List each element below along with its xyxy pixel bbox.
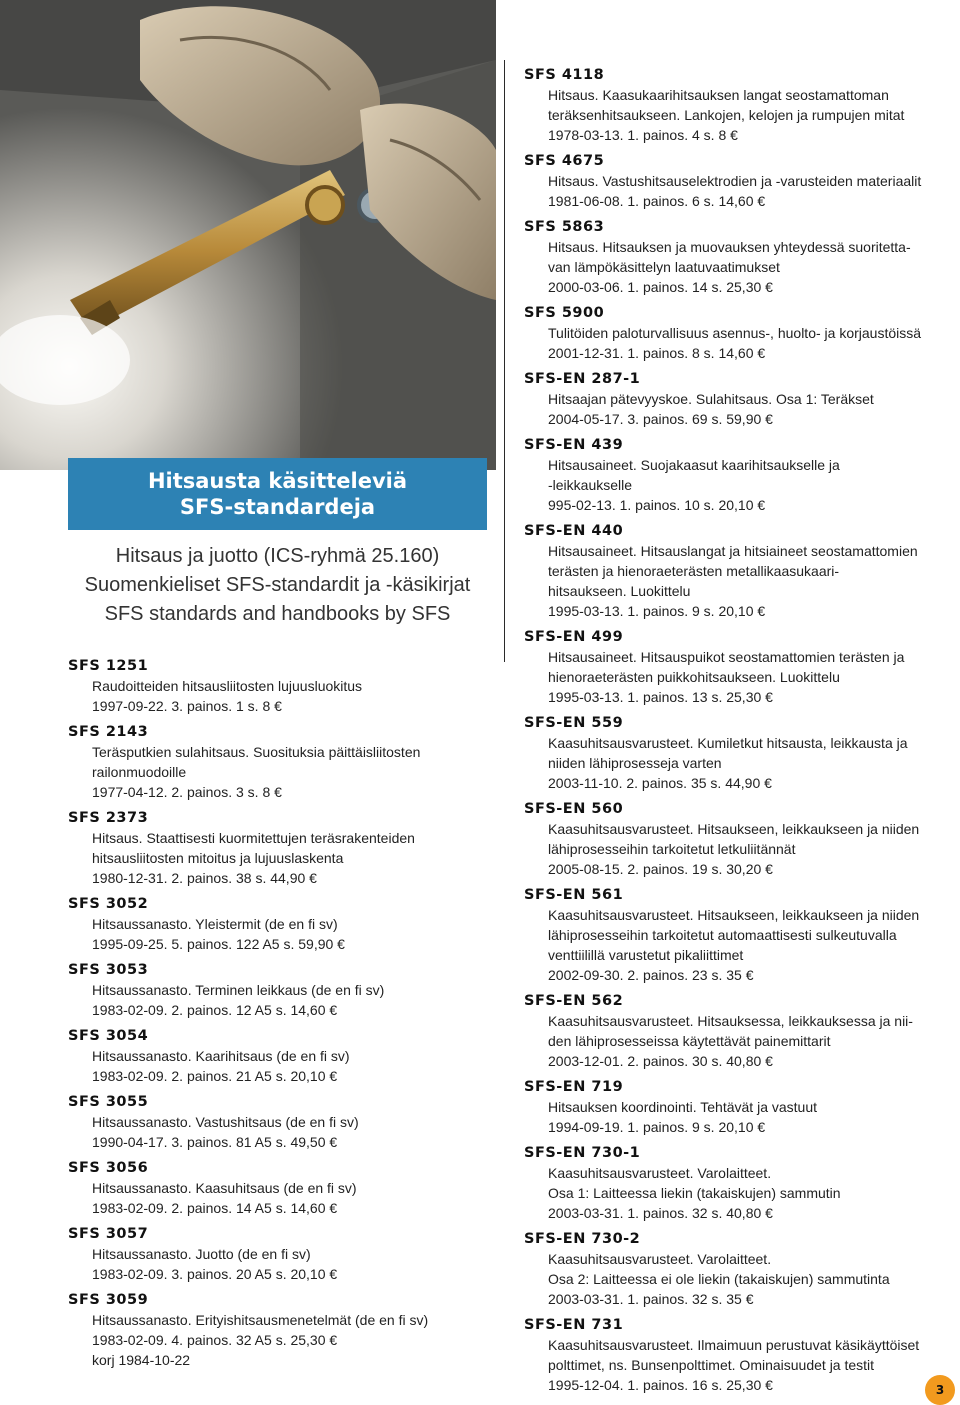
standard-detail-line: 2003-03-31. 1. painos. 32 s. 40,80 € (548, 1205, 773, 1221)
standard-code: SFS 4118 (524, 67, 605, 83)
standard-code: SFS 1251 (68, 658, 149, 674)
standard-detail-line: 1983-02-09. 3. painos. 20 A5 s. 20,10 € (92, 1266, 338, 1282)
standard-detail-line: 2003-11-10. 2. painos. 35 s. 44,90 € (548, 775, 772, 791)
standard-detail-line: 1990-04-17. 3. painos. 81 A5 s. 49,50 € (92, 1134, 338, 1150)
standard-detail-line: Tulitöiden paloturvallisuus asennus-, huolto- ja korjaustöissä (548, 325, 922, 341)
title-banner (68, 458, 487, 530)
standard-detail-line: 1983-02-09. 2. painos. 21 A5 s. 20,10 € (92, 1068, 338, 1084)
subtitle-block (68, 542, 487, 629)
standard-detail-line: 2002-09-30. 2. painos. 23 s. 35 € (548, 967, 754, 983)
standard-code: SFS-EN 561 (524, 887, 624, 903)
standard-entry (524, 627, 949, 707)
standard-detail-line: Hitsausaineet. Hitsauspuikot seostamattomien terästen ja (548, 649, 905, 665)
standard-detail-line: hienoraeterästen puikkohitsaukseen. Luokittelu (548, 669, 840, 685)
standard-detail-line: Hitsaus. Kaasukaarihitsauksen langat seostamattoman (548, 87, 889, 103)
standard-detail-line: 1995-12-04. 1. painos. 16 s. 25,30 € (548, 1377, 773, 1393)
standard-entry (524, 65, 949, 145)
standard-detail-line: hitsausliitosten mitoitus ja lujuuslaskenta (92, 850, 344, 866)
standard-detail-line: Hitsaussanasto. Juotto (de en fi sv) (92, 1246, 311, 1262)
standard-code: SFS 3059 (68, 1292, 149, 1308)
subtitle-finnish: Suomenkieliset SFS-standardit ja -käsikirjat (84, 574, 471, 596)
standard-detail-line: polttimet, ns. Bunsenpolttimet. Ominaisuudet ja testit (548, 1357, 875, 1373)
standard-detail-line: hitsaukseen. Luokittelu (548, 583, 691, 599)
standard-code: SFS-EN 499 (524, 629, 624, 645)
standard-detail-line: Kaasuhitsausvarusteet. Hitsauksessa, leikkauksessa ja nii- (548, 1013, 913, 1029)
standard-detail-line: niiden lähiprosesseja varten (548, 755, 722, 771)
standard-entry (524, 1077, 949, 1137)
standard-entry (68, 1026, 488, 1086)
standard-code: SFS 3057 (68, 1226, 149, 1242)
standard-detail-line: 995-02-13. 1. painos. 10 s. 20,10 € (548, 497, 766, 513)
standard-detail-line: van lämpökäsittelyn laatuvaatimukset (548, 259, 780, 275)
standard-entry (524, 1143, 949, 1223)
standard-detail-line: 1995-03-13. 1. painos. 9 s. 20,10 € (548, 603, 766, 619)
standard-detail-line: Hitsaus. Vastushitsauselektrodien ja -varusteiden materiaalit (548, 173, 922, 189)
standard-detail-line: 2000-03-06. 1. painos. 14 s. 25,30 € (548, 279, 773, 295)
standard-code: SFS-EN 440 (524, 523, 624, 539)
standard-detail-line: Hitsaussanasto. Kaasuhitsaus (de en fi sv) (92, 1180, 357, 1196)
standard-detail-line: Kaasuhitsausvarusteet. Hitsaukseen, leikkaukseen ja niiden (548, 821, 920, 837)
standard-detail-line: Hitsauksen koordinointi. Tehtävät ja vastuut (548, 1099, 818, 1115)
page-title-line-2: SFS-standardeja (179, 495, 376, 519)
standard-code: SFS 3054 (68, 1028, 149, 1044)
standard-entry (68, 960, 488, 1020)
standard-detail-line: Hitsausaineet. Hitsauslangat ja hitsiaineet seostamattomien (548, 543, 918, 559)
standard-detail-line: 1997-09-22. 3. painos. 1 s. 8 € (92, 698, 282, 714)
standard-entry (524, 1229, 949, 1309)
standard-entry (524, 151, 949, 211)
standard-entry (524, 799, 949, 879)
standard-code: SFS 5863 (524, 219, 605, 235)
standard-code: SFS 5900 (524, 305, 605, 321)
standard-entry (524, 713, 949, 793)
standard-detail-line: Teräsputkien sulahitsaus. Suosituksia päittäisliitosten (92, 744, 421, 760)
standard-detail-line: 2005-08-15. 2. painos. 19 s. 30,20 € (548, 861, 773, 877)
standard-detail-line: Kaasuhitsausvarusteet. Varolaitteet. (548, 1165, 772, 1181)
standard-entry (524, 303, 949, 363)
standard-detail-line: 2004-05-17. 3. painos. 69 s. 59,90 € (548, 411, 773, 427)
standard-code: SFS 4675 (524, 153, 605, 169)
standard-detail-line: Hitsaussanasto. Erityishitsausmenetelmät (de en fi sv) (92, 1312, 429, 1328)
standard-detail-line: lähiprosesseihin tarkoitetut letkuliitännät (548, 841, 796, 857)
standard-detail-line: Kaasuhitsausvarusteet. Hitsaukseen, leikkaukseen ja niiden (548, 907, 920, 923)
standard-entry (68, 1092, 488, 1152)
standard-entry (524, 369, 949, 429)
right-standards-list (524, 65, 949, 1401)
standard-entry (68, 808, 488, 888)
standard-detail-line: terästen ja hienoraeterästen metallikaasukaari- (548, 563, 840, 579)
standard-entry (524, 217, 949, 297)
standard-entry (68, 1290, 488, 1370)
standard-detail-line: Kaasuhitsausvarusteet. Ilmaimuun perustuvat käsikäyttöiset (548, 1337, 920, 1353)
standard-detail-line: lähiprosesseihin tarkoitetut automaattisesti sulkeutuvalla (548, 927, 897, 943)
standard-code: SFS 3055 (68, 1094, 149, 1110)
standard-detail-line: railonmuodoille (92, 764, 187, 780)
standard-detail-line: 1978-03-13. 1. painos. 4 s. 8 € (548, 127, 738, 143)
standard-entry (524, 991, 949, 1071)
standard-code: SFS-EN 439 (524, 437, 624, 453)
standard-code: SFS-EN 719 (524, 1079, 624, 1095)
standard-code: SFS 3056 (68, 1160, 149, 1176)
standard-code: SFS-EN 560 (524, 801, 624, 817)
standard-entry (68, 1158, 488, 1218)
standard-detail-line: Kaasuhitsausvarusteet. Kumiletkut hitsausta, leikkausta ja (548, 735, 908, 751)
standard-code: SFS-EN 731 (524, 1317, 624, 1333)
standard-detail-line: 2001-12-31. 1. painos. 8 s. 14,60 € (548, 345, 766, 361)
standard-detail-line: 1983-02-09. 4. painos. 32 A5 s. 25,30 € (92, 1332, 338, 1348)
page-title: Hitsausta käsitteleviä (147, 469, 408, 493)
standard-detail-line: 2003-03-31. 1. painos. 32 s. 35 € (548, 1291, 754, 1307)
standard-detail-line: Osa 1: Laitteessa liekin (takaiskujen) sammutin (548, 1185, 841, 1201)
standard-detail-line: den lähiprosesseissa käytettävät painemittarit (548, 1033, 831, 1049)
welding-photo (0, 0, 496, 470)
standard-detail-line: -leikkaukselle (548, 477, 633, 493)
standard-entry (524, 1315, 949, 1395)
standard-entry (524, 435, 949, 515)
subtitle-english: SFS standards and handbooks by SFS (104, 603, 451, 625)
standard-entry (68, 894, 488, 954)
standard-detail-line: Hitsaajan pätevyyskoe. Sulahitsaus. Osa 1: Teräkset (548, 391, 874, 407)
standard-detail-line: teräksenhitsaukseen. Lankojen, kelojen ja rumpujen mitat (548, 107, 905, 123)
standard-detail-line: 1995-09-25. 5. painos. 122 A5 s. 59,90 € (92, 936, 345, 952)
subtitle-ics: Hitsaus ja juotto (ICS-ryhmä 25.160) (115, 545, 440, 567)
standard-code: SFS 3052 (68, 896, 149, 912)
standard-detail-line: Kaasuhitsausvarusteet. Varolaitteet. (548, 1251, 772, 1267)
standard-detail-line: 1980-12-31. 2. painos. 38 s. 44,90 € (92, 870, 317, 886)
standard-detail-line: Raudoitteiden hitsausliitosten lujuusluokitus (92, 678, 363, 694)
standard-entry (524, 885, 949, 985)
column-divider (504, 60, 505, 662)
standard-entry (68, 722, 488, 802)
standard-detail-line: Hitsaussanasto. Terminen leikkaus (de en fi sv) (92, 982, 385, 998)
left-standards-list (68, 656, 488, 1376)
standard-detail-line: 1994-09-19. 1. painos. 9 s. 20,10 € (548, 1119, 766, 1135)
standard-detail-line: 2003-12-01. 2. painos. 30 s. 40,80 € (548, 1053, 773, 1069)
standard-detail-line: 1983-02-09. 2. painos. 12 A5 s. 14,60 € (92, 1002, 338, 1018)
standard-detail-line: 1977-04-12. 2. painos. 3 s. 8 € (92, 784, 282, 800)
standard-detail-line: Hitsaussanasto. Kaarihitsaus (de en fi sv) (92, 1048, 350, 1064)
page-number-badge: 3 (925, 1375, 955, 1405)
standard-entry (524, 521, 949, 621)
standard-detail-line: Hitsausaineet. Suojakaasut kaarihitsaukselle ja (548, 457, 840, 473)
standard-code: SFS-EN 559 (524, 715, 624, 731)
standard-detail-line: korj 1984-10-22 (92, 1352, 191, 1368)
standard-code: SFS 2143 (68, 724, 149, 740)
standard-detail-line: Hitsaussanasto. Vastushitsaus (de en fi sv) (92, 1114, 359, 1130)
standard-detail-line: venttiilillä varustetut pikaliittimet (548, 947, 744, 963)
standard-code: SFS 2373 (68, 810, 149, 826)
standard-detail-line: 1981-06-08. 1. painos. 6 s. 14,60 € (548, 193, 766, 209)
standard-code: SFS-EN 730-1 (524, 1145, 641, 1161)
standard-code: SFS 3053 (68, 962, 149, 978)
standard-detail-line: Osa 2: Laitteessa ei ole liekin (takaiskujen) sammutinta (548, 1271, 890, 1287)
standard-detail-line: 1983-02-09. 2. painos. 14 A5 s. 14,60 € (92, 1200, 338, 1216)
standard-entry (68, 1224, 488, 1284)
standard-entry (68, 656, 488, 716)
standard-detail-line: Hitsaus. Hitsauksen ja muovauksen yhteydessä suoritetta- (548, 239, 911, 255)
standard-code: SFS-EN 562 (524, 993, 624, 1009)
standard-code: SFS-EN 730-2 (524, 1231, 641, 1247)
standard-detail-line: Hitsaus. Staattisesti kuormitettujen teräsrakenteiden (92, 830, 415, 846)
standard-detail-line: 1995-03-13. 1. painos. 13 s. 25,30 € (548, 689, 773, 705)
standard-code: SFS-EN 287-1 (524, 371, 641, 387)
standard-detail-line: Hitsaussanasto. Yleistermit (de en fi sv) (92, 916, 338, 932)
